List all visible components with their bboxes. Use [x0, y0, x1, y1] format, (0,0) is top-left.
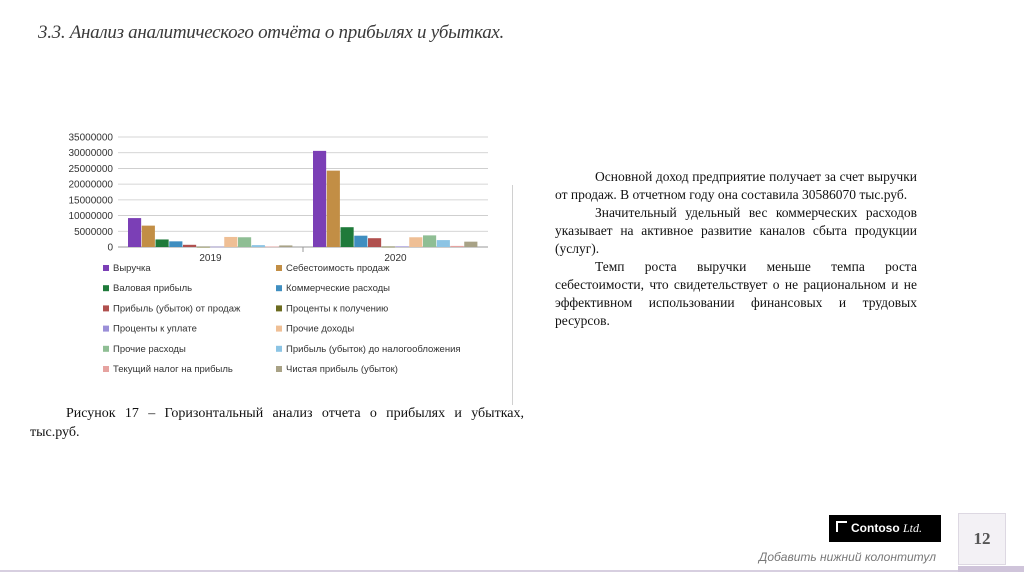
legend-swatch [276, 305, 282, 311]
legend-swatch [103, 305, 109, 311]
bar-0-10 [266, 247, 279, 248]
bar-0-6 [211, 247, 224, 248]
y-tick-label: 25000000 [68, 163, 113, 175]
bar-1-1 [327, 171, 340, 247]
legend-label: Текущий налог на прибыль [113, 364, 233, 375]
vertical-divider [512, 185, 513, 405]
legend-label: Коммерческие расходы [286, 283, 391, 295]
bar-1-0 [313, 151, 326, 247]
legend-label: Валовая прибыль [113, 283, 193, 295]
legend-label: Прибыль (убыток) до налогообложения [286, 343, 461, 355]
bottom-accent [958, 566, 1024, 572]
bar-0-8 [238, 237, 251, 247]
legend-label: Себестоимость продаж [286, 263, 390, 274]
bottom-rule [0, 570, 1024, 572]
logo-suffix: Ltd. [903, 521, 923, 535]
y-tick-label: 15000000 [68, 195, 113, 207]
y-tick-label: 30000000 [68, 148, 113, 160]
logo-corner-icon [836, 521, 847, 532]
y-tick-label: 10000000 [68, 211, 113, 223]
legend-swatch [276, 326, 282, 332]
legend-swatch [276, 265, 282, 271]
y-tick-label: 0 [107, 242, 113, 254]
y-tick-label: 5000000 [74, 226, 113, 238]
body-text [555, 168, 917, 330]
legend-swatch [103, 326, 109, 332]
paragraph-growth-rate: Темп роста выручки меньше темпа роста себестоимости, что свидетельствует о не рациональном и не эффективном использовании финансовых и трудовых ресурсов. [555, 259, 917, 328]
bar-chart [0, 0, 530, 390]
legend-label: Прибыль (убыток) от продаж [113, 303, 241, 315]
legend-swatch [276, 285, 282, 291]
logo-name: Contoso [851, 521, 900, 535]
bar-1-8 [423, 235, 436, 247]
bar-0-1 [142, 226, 155, 247]
figure-caption-text: Рисунок 17 – Горизонтальный анализ отчета о прибылях и убытках, тыс.руб. [30, 406, 524, 440]
bar-0-7 [224, 237, 237, 247]
bar-1-4 [368, 238, 381, 247]
bar-0-5 [197, 247, 210, 248]
bar-1-3 [354, 236, 367, 247]
bar-0-0 [128, 218, 141, 247]
bar-0-11 [279, 245, 292, 247]
y-tick-label: 35000000 [68, 132, 113, 144]
bar-1-10 [451, 246, 464, 247]
x-tick-label: 2019 [199, 253, 222, 264]
legend-label: Прочие доходы [286, 323, 355, 335]
page-number: 12 [973, 529, 991, 548]
bar-0-4 [183, 245, 196, 247]
bar-1-5 [382, 247, 395, 248]
bar-1-11 [464, 242, 477, 247]
bar-1-7 [409, 237, 422, 247]
x-tick-label: 2020 [384, 253, 407, 264]
legend-label: Прочие расходы [113, 343, 186, 355]
legend-label: Проценты к уплате [113, 323, 197, 335]
legend-swatch [103, 265, 109, 271]
y-tick-label: 20000000 [68, 179, 113, 191]
legend-label: Выручка [113, 263, 151, 274]
legend-swatch [276, 366, 282, 372]
page-number-box [958, 513, 1006, 565]
figure-caption [30, 404, 524, 442]
paragraph-revenue: Основной доход предприятие получает за счет выручки от продаж. В отчетном году она составила 30586070 тыс.руб. [555, 169, 917, 202]
bar-1-6 [396, 246, 409, 247]
legend-swatch [103, 285, 109, 291]
company-logo [829, 515, 941, 542]
legend-swatch [103, 346, 109, 352]
slide-title: 3.3. Анализ аналитического отчёта о прибылях и убытках. [38, 22, 504, 43]
bar-0-9 [252, 245, 265, 247]
legend-swatch [276, 346, 282, 352]
legend-label: Чистая прибыль (убыток) [286, 364, 398, 375]
bar-1-9 [437, 240, 450, 247]
footer-text[interactable]: Добавить нижний колонтитул [758, 550, 936, 564]
bar-0-2 [156, 239, 169, 247]
legend-swatch [103, 366, 109, 372]
paragraph-commercial-expenses: Значительный удельный вес коммерческих расходов указывает на активное развитие каналов сбыта продукции (услуг). [555, 205, 917, 256]
bar-1-2 [341, 227, 354, 247]
legend-label: Проценты к получению [286, 303, 389, 315]
bar-0-3 [169, 241, 182, 247]
